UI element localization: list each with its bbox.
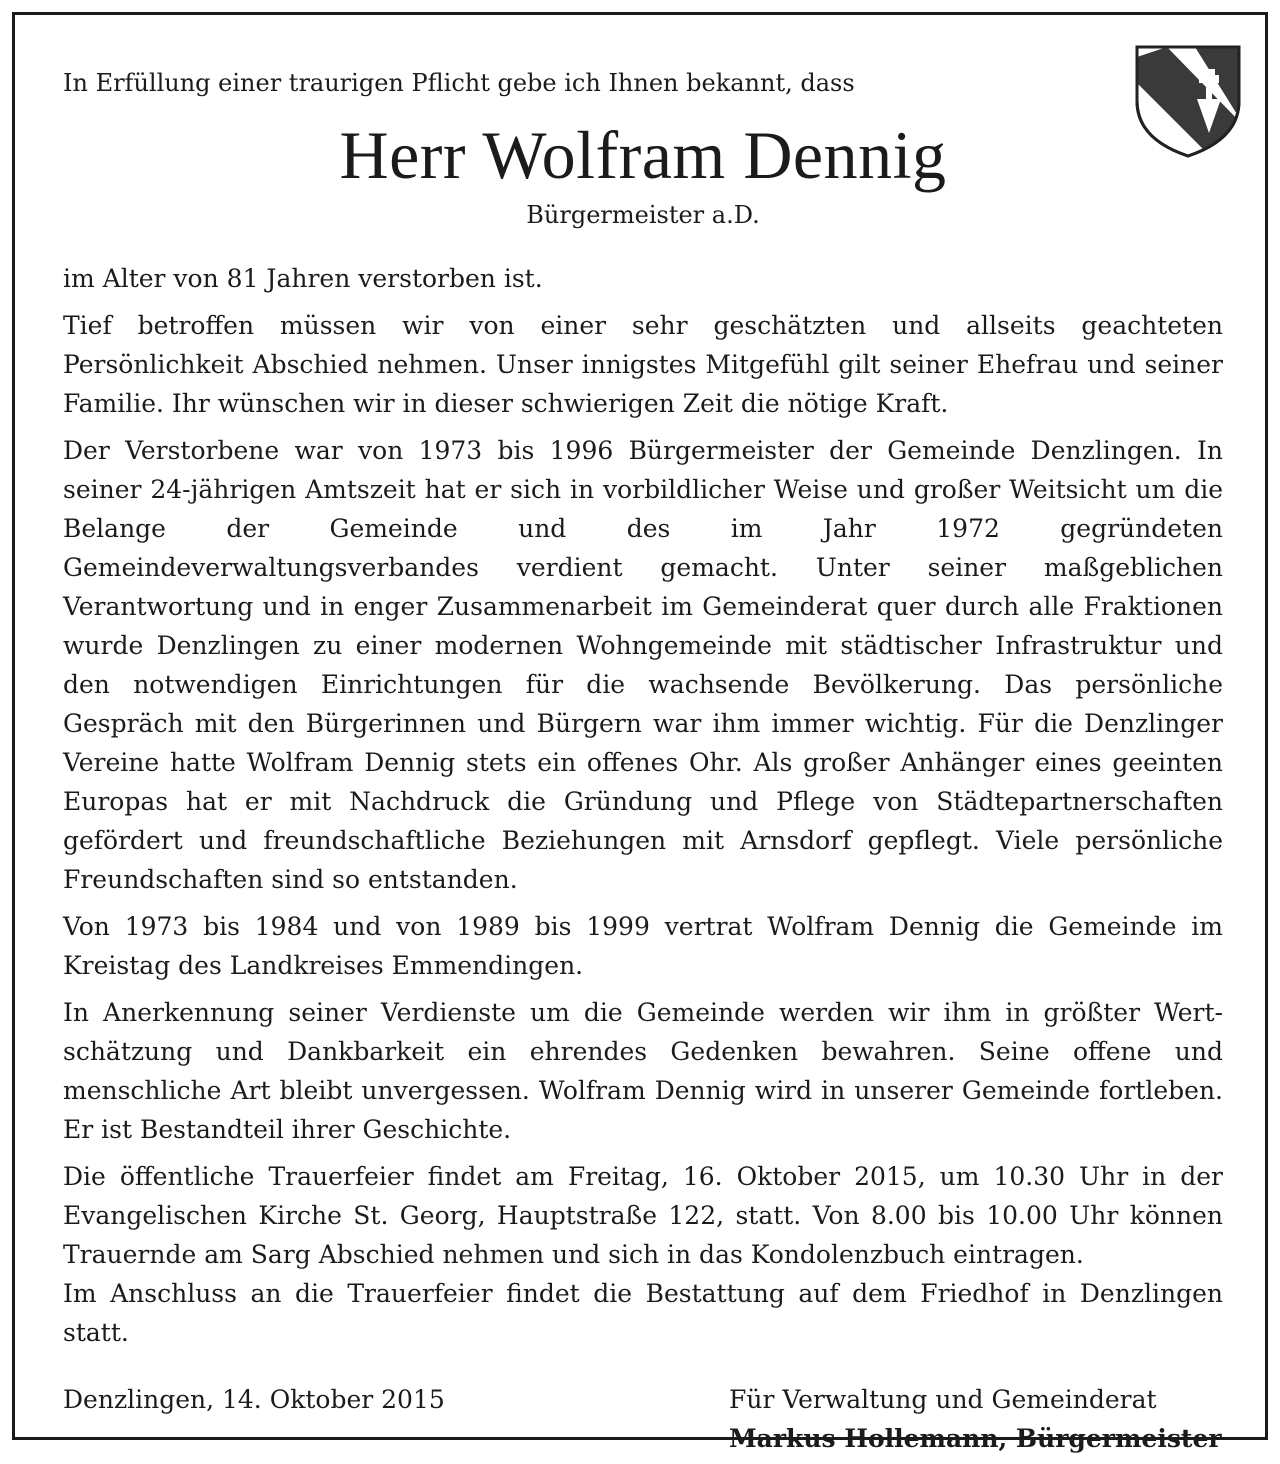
place-date: Denzlingen, 14. Oktober 2015	[63, 1385, 445, 1414]
paragraph-career: Der Verstorbene war von 1973 bis 1996 Bürgermeister der Gemeinde Denzlingen. In seiner 24-jährigen Amtszeit hat er sich in vorbildlicher Weise und großer Weitsicht um die Belange der Gemeinde und des im Jahr 1972 gegründeten Gemeindeverwaltungsverbandes verdient gemacht. Unter seiner maßgeblichen Verantwortung und in enger Zusammenarbeit im Gemeinderat quer durch alle Fraktionen wurde Denzlingen zu einer modernen Wohngemeinde mit städtischer Infrastruktur und den notwendigen Einrichtungen für die wachsende Bevölkerung. Das persönliche Gespräch mit den Bürgerinnen und Bürgern war ihm immer wichtig. Für die Denzlinger Vereine hatte Wolfram Dennig stets ein offenes Ohr. Als großer Anhänger eines geeinten Europas hat er mit Nachdruck die Gründung und Pflege von Städtepartnerschaften gefördert und freundschaftliche Beziehungen mit Arnsdorf gepflegt. Viele persönliche Freundschaften sind so entstanden.	[63, 436, 1223, 894]
paragraph-recognition: In Anerkennung seiner Verdienste um die Gemeinde werden wir ihm in größter Wertschätzung und Dankbarkeit ein ehrendes Gedenken bewahren. Seine offene und menschliche Art bleibt unvergessen. Wolfram Dennig wird in unserer Gemeinde fortleben. Er ist Bestandteil ihrer Geschichte.	[63, 998, 1223, 1144]
deceased-title: Bürgermeister a.D.	[526, 201, 760, 229]
intro-line: In Erfüllung einer traurigen Pflicht gebe ich Ihnen bekannt, dass	[63, 69, 855, 97]
notice-footer	[63, 1380, 1223, 1464]
signature-name: Markus Hollemann, Bürgermeister	[729, 1424, 1222, 1453]
notice-frame	[12, 12, 1268, 1453]
notice-body	[63, 65, 1223, 1464]
paragraph-funeral: Die öffentliche Trauerfeier findet am Freitag, 16. Oktober 2015, um 10.30 Uhr in der Evangelischen Kirche St. Georg, Hauptstraße 122, statt. Von 8.00 bis 10.00 Uhr können Trauernde am Sarg Abschied nehmen und sich in das Kondolenzbuch eintragen.	[63, 1162, 1223, 1269]
signature-block	[729, 1380, 1222, 1458]
paragraph-kreistag: Von 1973 bis 1984 und von 1989 bis 1999 vertrat Wolfram Dennig die Gemeinde im Kreistag des Landkreises Emmendingen.	[63, 912, 1223, 980]
paragraph-burial: Im Anschluss an die Trauerfeier findet die Bestattung auf dem Friedhof in Denzlingen statt.	[63, 1279, 1223, 1347]
age-line: im Alter von 81 Jahren verstorben ist.	[63, 264, 543, 293]
deceased-name: Herr Wolfram Dennig	[339, 117, 947, 193]
paragraph-condolence: Tief betroffen müssen wir von einer sehr geschätzten und allseits geachteten Persönlichkeit Abschied nehmen. Unser innigstes Mitgefühl gilt seiner Ehefrau und seiner Familie. Ihr wünschen wir in dieser schwierigen Zeit die nötige Kraft.	[63, 311, 1223, 418]
signature-role: Für Verwaltung und Gemeinderat	[729, 1385, 1157, 1414]
